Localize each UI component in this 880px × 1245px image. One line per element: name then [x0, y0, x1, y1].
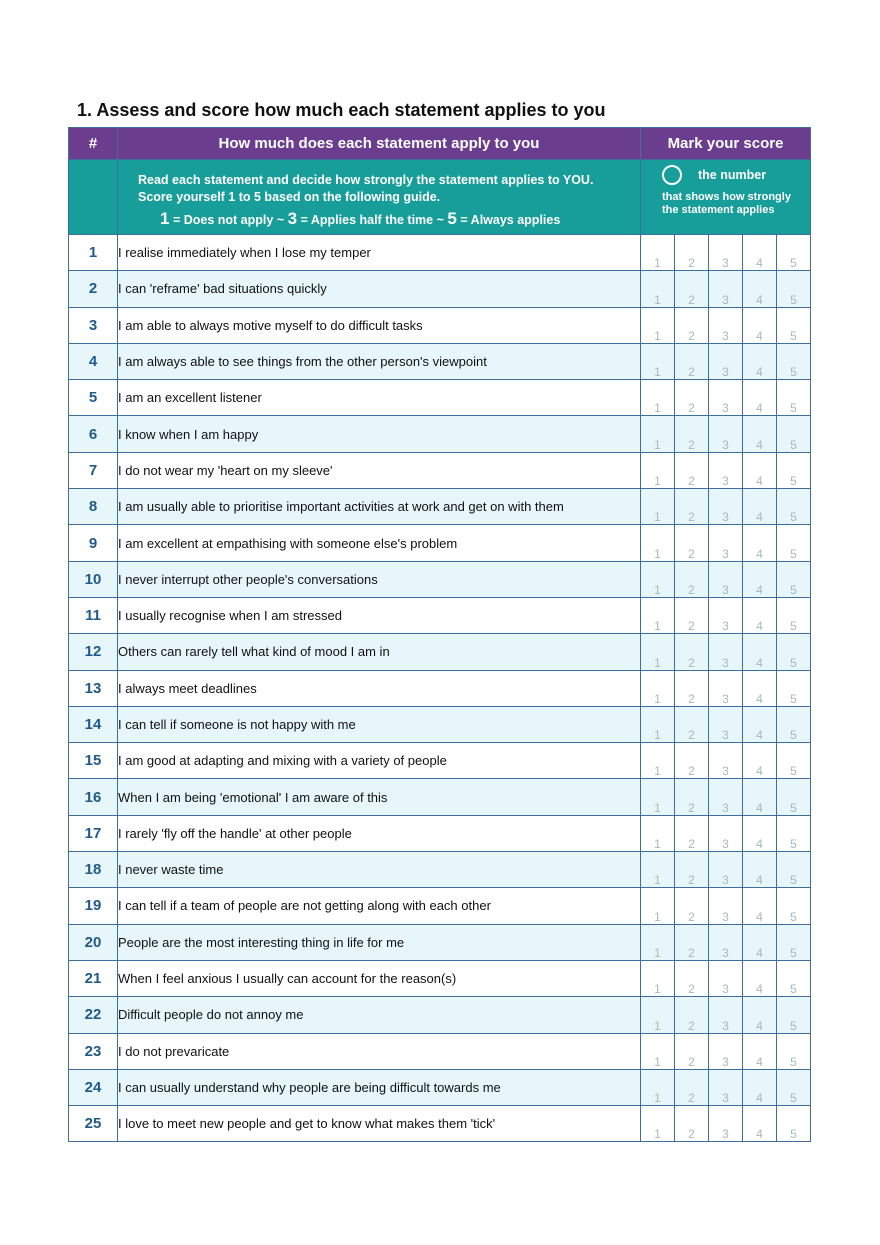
mark-line-2: the statement applies: [662, 204, 775, 216]
table-row: [69, 561, 811, 597]
score-option-4[interactable]: 4: [743, 888, 777, 924]
statement-number: 3: [69, 307, 118, 343]
statement-number: 7: [69, 452, 118, 488]
header-score: Mark your score: [641, 128, 811, 160]
score-option-2[interactable]: 2: [675, 852, 709, 888]
statement-number: 22: [69, 997, 118, 1033]
score-option-4[interactable]: 4: [743, 416, 777, 452]
score-option-2[interactable]: 2: [675, 670, 709, 706]
statement-text: I know when I am happy: [118, 416, 641, 452]
statement-number: 18: [69, 852, 118, 888]
score-option-3[interactable]: 3: [709, 670, 743, 706]
table-row: [69, 960, 811, 996]
table-row: [69, 1033, 811, 1069]
table-row: [69, 416, 811, 452]
score-option-1[interactable]: 1: [641, 1033, 675, 1069]
score-option-2[interactable]: 2: [675, 307, 709, 343]
statement-text: I rarely 'fly off the handle' at other people: [118, 815, 641, 851]
score-option-4[interactable]: 4: [743, 997, 777, 1033]
statement-text: I am able to always motive myself to do difficult tasks: [118, 307, 641, 343]
statement-text: I usually recognise when I am stressed: [118, 597, 641, 633]
statement-text: When I am being 'emotional' I am aware of this: [118, 779, 641, 815]
score-option-5[interactable]: 5: [777, 1069, 811, 1105]
score-option-5[interactable]: 5: [777, 924, 811, 960]
score-option-5[interactable]: 5: [777, 235, 811, 271]
mark-top: the number: [698, 167, 767, 182]
statement-text: I do not wear my 'heart on my sleeve': [118, 452, 641, 488]
score-option-2[interactable]: 2: [675, 960, 709, 996]
statement-text: Others can rarely tell what kind of mood I am in: [118, 634, 641, 670]
mark-instructions: [641, 160, 811, 235]
scale-tilde-2: ~: [436, 213, 444, 227]
score-option-3[interactable]: 3: [709, 489, 743, 525]
score-option-2[interactable]: 2: [675, 489, 709, 525]
table-row: [69, 852, 811, 888]
statement-number: 17: [69, 815, 118, 851]
score-option-3[interactable]: 3: [709, 779, 743, 815]
score-option-3[interactable]: 3: [709, 888, 743, 924]
score-option-3[interactable]: 3: [709, 634, 743, 670]
score-option-5[interactable]: 5: [777, 380, 811, 416]
score-option-1[interactable]: 1: [641, 416, 675, 452]
score-option-5[interactable]: 5: [777, 1106, 811, 1142]
score-option-3[interactable]: 3: [709, 997, 743, 1033]
score-option-2[interactable]: 2: [675, 235, 709, 271]
statement-number: 14: [69, 706, 118, 742]
score-option-3[interactable]: 3: [709, 743, 743, 779]
guide-blank: [69, 160, 118, 235]
statement-text: I never waste time: [118, 852, 641, 888]
scale-5-text: = Always applies: [460, 213, 561, 227]
score-option-2[interactable]: 2: [675, 815, 709, 851]
statement-number: 12: [69, 634, 118, 670]
statement-text: People are the most interesting thing in life for me: [118, 924, 641, 960]
statement-text: I am always able to see things from the other person's viewpoint: [118, 343, 641, 379]
score-option-5[interactable]: 5: [777, 416, 811, 452]
scale-1-value: 1: [160, 209, 170, 228]
score-option-1[interactable]: 1: [641, 888, 675, 924]
header-statement: How much does each statement apply to you: [118, 128, 641, 160]
score-option-2[interactable]: 2: [675, 343, 709, 379]
score-option-2[interactable]: 2: [675, 997, 709, 1033]
score-option-4[interactable]: 4: [743, 670, 777, 706]
table-row: [69, 706, 811, 742]
statement-number: 8: [69, 489, 118, 525]
score-option-5[interactable]: 5: [777, 489, 811, 525]
header-number: #: [69, 128, 118, 160]
statement-text: I can 'reframe' bad situations quickly: [118, 271, 641, 307]
scale-5-value: 5: [447, 209, 457, 228]
table-row: [69, 307, 811, 343]
statement-text: When I feel anxious I usually can account for the reason(s): [118, 960, 641, 996]
score-option-5[interactable]: 5: [777, 960, 811, 996]
page-title: 1. Assess and score how much each statement applies to you: [77, 100, 606, 120]
score-option-4[interactable]: 4: [743, 452, 777, 488]
score-option-1[interactable]: 1: [641, 489, 675, 525]
score-option-4[interactable]: 4: [743, 343, 777, 379]
statement-number: 25: [69, 1106, 118, 1142]
score-option-3[interactable]: 3: [709, 380, 743, 416]
mark-line-1: that shows how strongly: [662, 191, 791, 203]
score-option-3[interactable]: 3: [709, 343, 743, 379]
score-option-2[interactable]: 2: [675, 452, 709, 488]
score-option-3[interactable]: 3: [709, 416, 743, 452]
table-row: [69, 271, 811, 307]
scale-tilde-1: ~: [276, 213, 285, 227]
score-option-2[interactable]: 2: [675, 706, 709, 742]
statement-rows: [69, 235, 811, 1142]
score-option-1[interactable]: 1: [641, 706, 675, 742]
score-option-1[interactable]: 1: [641, 235, 675, 271]
score-option-4[interactable]: 4: [743, 235, 777, 271]
score-option-3[interactable]: 3: [709, 452, 743, 488]
score-option-3[interactable]: 3: [709, 307, 743, 343]
score-option-4[interactable]: 4: [743, 1033, 777, 1069]
statement-text: I can tell if someone is not happy with me: [118, 706, 641, 742]
statement-text: I never interrupt other people's conversations: [118, 561, 641, 597]
table-row: [69, 634, 811, 670]
score-option-5[interactable]: 5: [777, 271, 811, 307]
score-option-4[interactable]: 4: [743, 743, 777, 779]
score-option-1[interactable]: 1: [641, 743, 675, 779]
statement-number: 10: [69, 561, 118, 597]
score-option-2[interactable]: 2: [675, 743, 709, 779]
table-row: [69, 343, 811, 379]
table-row: [69, 452, 811, 488]
score-option-4[interactable]: 4: [743, 1069, 777, 1105]
score-option-2[interactable]: 2: [675, 380, 709, 416]
statement-number: 24: [69, 1069, 118, 1105]
score-option-3[interactable]: 3: [709, 924, 743, 960]
score-option-5[interactable]: 5: [777, 888, 811, 924]
score-option-5[interactable]: 5: [777, 634, 811, 670]
table-row: [69, 597, 811, 633]
score-scale: [138, 210, 632, 229]
table-row: [69, 815, 811, 851]
scale-1-text: = Does not apply: [172, 213, 274, 227]
statement-number: 5: [69, 380, 118, 416]
scale-3-value: 3: [287, 209, 298, 228]
score-option-2[interactable]: 2: [675, 924, 709, 960]
score-option-4[interactable]: 4: [743, 271, 777, 307]
score-option-4[interactable]: 4: [743, 597, 777, 633]
statement-text: I am excellent at empathising with someone else's problem: [118, 525, 641, 561]
score-option-2[interactable]: 2: [675, 597, 709, 633]
statement-number: 9: [69, 525, 118, 561]
guide-line-1: Read each statement and decide how strongly the statement applies to YOU.: [138, 173, 594, 187]
statement-text: I can usually understand why people are being difficult towards me: [118, 1069, 641, 1105]
score-option-5[interactable]: 5: [777, 307, 811, 343]
score-option-2[interactable]: 2: [675, 634, 709, 670]
score-option-5[interactable]: 5: [777, 670, 811, 706]
score-option-2[interactable]: 2: [675, 779, 709, 815]
score-option-5[interactable]: 5: [777, 1033, 811, 1069]
score-option-4[interactable]: 4: [743, 815, 777, 851]
score-option-2[interactable]: 2: [675, 1106, 709, 1142]
table-row: [69, 235, 811, 271]
guide-line-2: Score yourself 1 to 5 based on the following guide.: [138, 190, 441, 204]
score-option-3[interactable]: 3: [709, 815, 743, 851]
score-option-1[interactable]: 1: [641, 924, 675, 960]
assessment-table: [68, 127, 811, 1142]
statement-number: 20: [69, 924, 118, 960]
score-option-1[interactable]: 1: [641, 997, 675, 1033]
score-option-5[interactable]: 5: [777, 597, 811, 633]
statement-text: I do not prevaricate: [118, 1033, 641, 1069]
score-option-1[interactable]: 1: [641, 561, 675, 597]
score-option-1[interactable]: 1: [641, 307, 675, 343]
score-option-3[interactable]: 3: [709, 1069, 743, 1105]
statement-number: 11: [69, 597, 118, 633]
statement-text: I always meet deadlines: [118, 670, 641, 706]
score-option-3[interactable]: 3: [709, 1033, 743, 1069]
table-row: [69, 888, 811, 924]
score-option-2[interactable]: 2: [675, 1033, 709, 1069]
score-option-1[interactable]: 1: [641, 779, 675, 815]
score-option-2[interactable]: 2: [675, 416, 709, 452]
statement-text: I am an excellent listener: [118, 380, 641, 416]
score-option-2[interactable]: 2: [675, 525, 709, 561]
score-option-3[interactable]: 3: [709, 271, 743, 307]
table-row: [69, 1106, 811, 1142]
score-option-5[interactable]: 5: [777, 779, 811, 815]
table-row: [69, 525, 811, 561]
table-row: [69, 489, 811, 525]
statement-number: 13: [69, 670, 118, 706]
score-option-5[interactable]: 5: [777, 852, 811, 888]
statement-number: 15: [69, 743, 118, 779]
score-option-4[interactable]: 4: [743, 380, 777, 416]
score-option-5[interactable]: 5: [777, 561, 811, 597]
score-option-4[interactable]: 4: [743, 561, 777, 597]
score-option-5[interactable]: 5: [777, 743, 811, 779]
score-option-4[interactable]: 4: [743, 1106, 777, 1142]
statement-text: I realise immediately when I lose my temper: [118, 235, 641, 271]
score-option-1[interactable]: 1: [641, 525, 675, 561]
table-row: [69, 924, 811, 960]
statement-text: I can tell if a team of people are not getting along with each other: [118, 888, 641, 924]
scale-3-text: = Applies half the time: [300, 213, 434, 227]
score-option-1[interactable]: 1: [641, 452, 675, 488]
score-option-4[interactable]: 4: [743, 779, 777, 815]
score-option-4[interactable]: 4: [743, 852, 777, 888]
score-option-1[interactable]: 1: [641, 634, 675, 670]
statement-text: I love to meet new people and get to know what makes them 'tick': [118, 1106, 641, 1142]
statement-number: 6: [69, 416, 118, 452]
statement-text: I am good at adapting and mixing with a variety of people: [118, 743, 641, 779]
score-option-2[interactable]: 2: [675, 561, 709, 597]
table-row: [69, 743, 811, 779]
score-option-5[interactable]: 5: [777, 525, 811, 561]
score-option-3[interactable]: 3: [709, 525, 743, 561]
score-option-3[interactable]: 3: [709, 1106, 743, 1142]
statement-text: I am usually able to prioritise important activities at work and get on with them: [118, 489, 641, 525]
score-option-4[interactable]: 4: [743, 489, 777, 525]
score-option-4[interactable]: 4: [743, 525, 777, 561]
circle-icon: [662, 165, 682, 185]
score-option-4[interactable]: 4: [743, 706, 777, 742]
score-option-3[interactable]: 3: [709, 597, 743, 633]
table-row: [69, 1069, 811, 1105]
score-option-1[interactable]: 1: [641, 670, 675, 706]
statement-number: 4: [69, 343, 118, 379]
score-option-4[interactable]: 4: [743, 634, 777, 670]
score-option-3[interactable]: 3: [709, 852, 743, 888]
score-option-1[interactable]: 1: [641, 1106, 675, 1142]
statement-number: 23: [69, 1033, 118, 1069]
table-row: [69, 380, 811, 416]
score-option-2[interactable]: 2: [675, 1069, 709, 1105]
statement-number: 16: [69, 779, 118, 815]
score-option-3[interactable]: 3: [709, 561, 743, 597]
statement-text: Difficult people do not annoy me: [118, 997, 641, 1033]
table-row: [69, 670, 811, 706]
score-option-4[interactable]: 4: [743, 924, 777, 960]
score-option-1[interactable]: 1: [641, 343, 675, 379]
score-option-5[interactable]: 5: [777, 706, 811, 742]
score-option-3[interactable]: 3: [709, 960, 743, 996]
score-option-1[interactable]: 1: [641, 815, 675, 851]
score-option-1[interactable]: 1: [641, 960, 675, 996]
score-option-3[interactable]: 3: [709, 706, 743, 742]
score-option-3[interactable]: 3: [709, 235, 743, 271]
score-option-2[interactable]: 2: [675, 888, 709, 924]
statement-number: 1: [69, 235, 118, 271]
score-option-5[interactable]: 5: [777, 343, 811, 379]
guide-instructions: [118, 160, 641, 235]
score-option-4[interactable]: 4: [743, 307, 777, 343]
statement-number: 21: [69, 960, 118, 996]
score-option-5[interactable]: 5: [777, 452, 811, 488]
statement-number: 2: [69, 271, 118, 307]
score-option-1[interactable]: 1: [641, 1069, 675, 1105]
score-option-4[interactable]: 4: [743, 960, 777, 996]
table-row: [69, 779, 811, 815]
score-option-2[interactable]: 2: [675, 271, 709, 307]
score-option-1[interactable]: 1: [641, 380, 675, 416]
score-option-1[interactable]: 1: [641, 597, 675, 633]
statement-number: 19: [69, 888, 118, 924]
score-option-1[interactable]: 1: [641, 852, 675, 888]
score-option-5[interactable]: 5: [777, 815, 811, 851]
table-row: [69, 997, 811, 1033]
score-option-5[interactable]: 5: [777, 997, 811, 1033]
score-option-1[interactable]: 1: [641, 271, 675, 307]
